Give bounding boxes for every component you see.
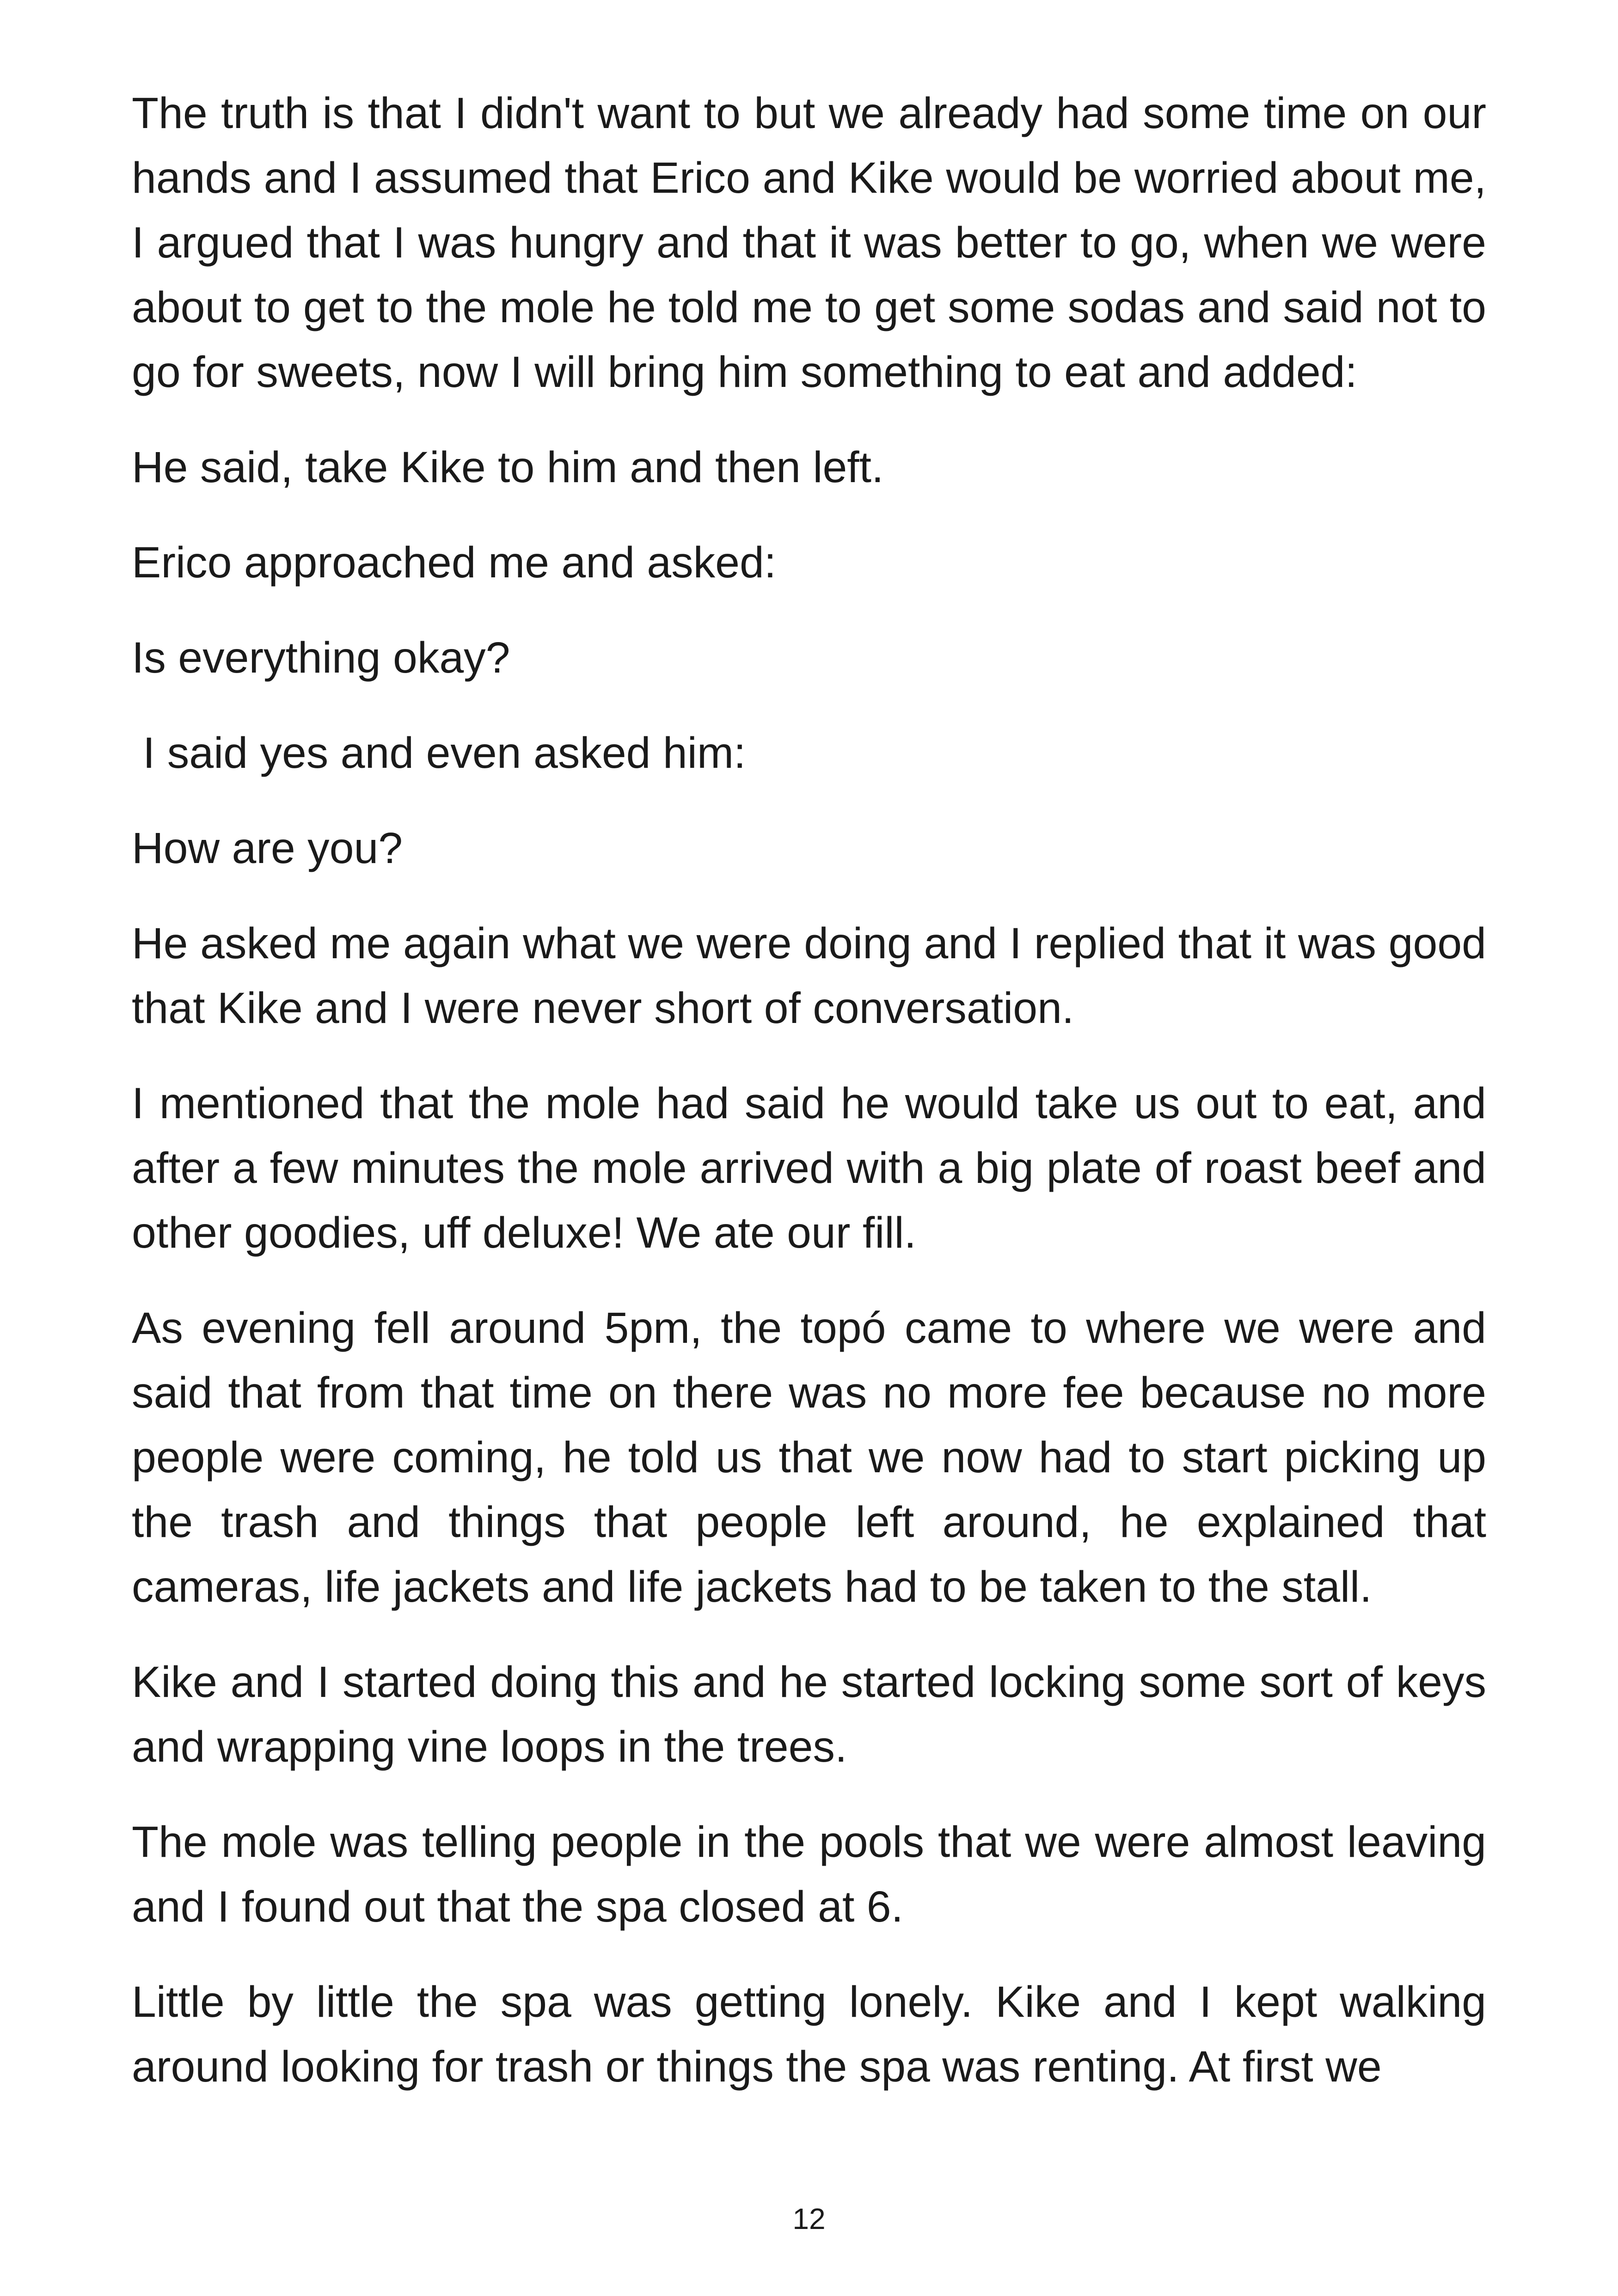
paragraph: He asked me again what we were doing and I replied that it was good that Kike and I were never short of conversation. [132, 919, 1486, 1033]
paragraph: Little by little the spa was getting lonely. Kike and I kept walking around looking for trash or things the spa was renting. At first we [132, 1978, 1486, 2091]
paragraph: He said, take Kike to him and then left. [132, 443, 884, 492]
paragraph: The mole was telling people in the pools that we were almost leaving and I found out that the spa closed at 6. [132, 1818, 1486, 1931]
paragraph: The truth is that I didn't want to but we already had some time on our hands and I assumed that Erico and Kike would be worried about me, I argued that I was hungry and that it was better to go, when we were about to get to the mole he told me to get some sodas and said not to go for sweets, now I will bring him something to eat and added: [132, 89, 1486, 397]
paragraph: Is everything okay? [132, 633, 510, 682]
paragraph: Kike and I started doing this and he started locking some sort of keys and wrapping vine loops in the trees. [132, 1658, 1486, 1771]
page-number: 12 [792, 2202, 826, 2235]
paragraph: How are you? [132, 824, 403, 873]
paragraph: I said yes and even asked him: [143, 729, 746, 778]
paragraph: I mentioned that the mole had said he would take us out to eat, and after a few minutes the mole arrived with a big plate of roast beef and other goodies, uff deluxe! We ate our fill. [132, 1079, 1486, 1257]
paragraph: Erico approached me and asked: [132, 538, 777, 587]
body-text [132, 81, 1486, 2099]
paragraph: As evening fell around 5pm, the topó came to where we were and said that from that time on there was no more fee because no more people were coming, he told us that we now had to start picking up the trash and things that people left around, he explained that cameras, life jackets and life jackets had to be taken to the stall. [132, 1304, 1486, 1611]
